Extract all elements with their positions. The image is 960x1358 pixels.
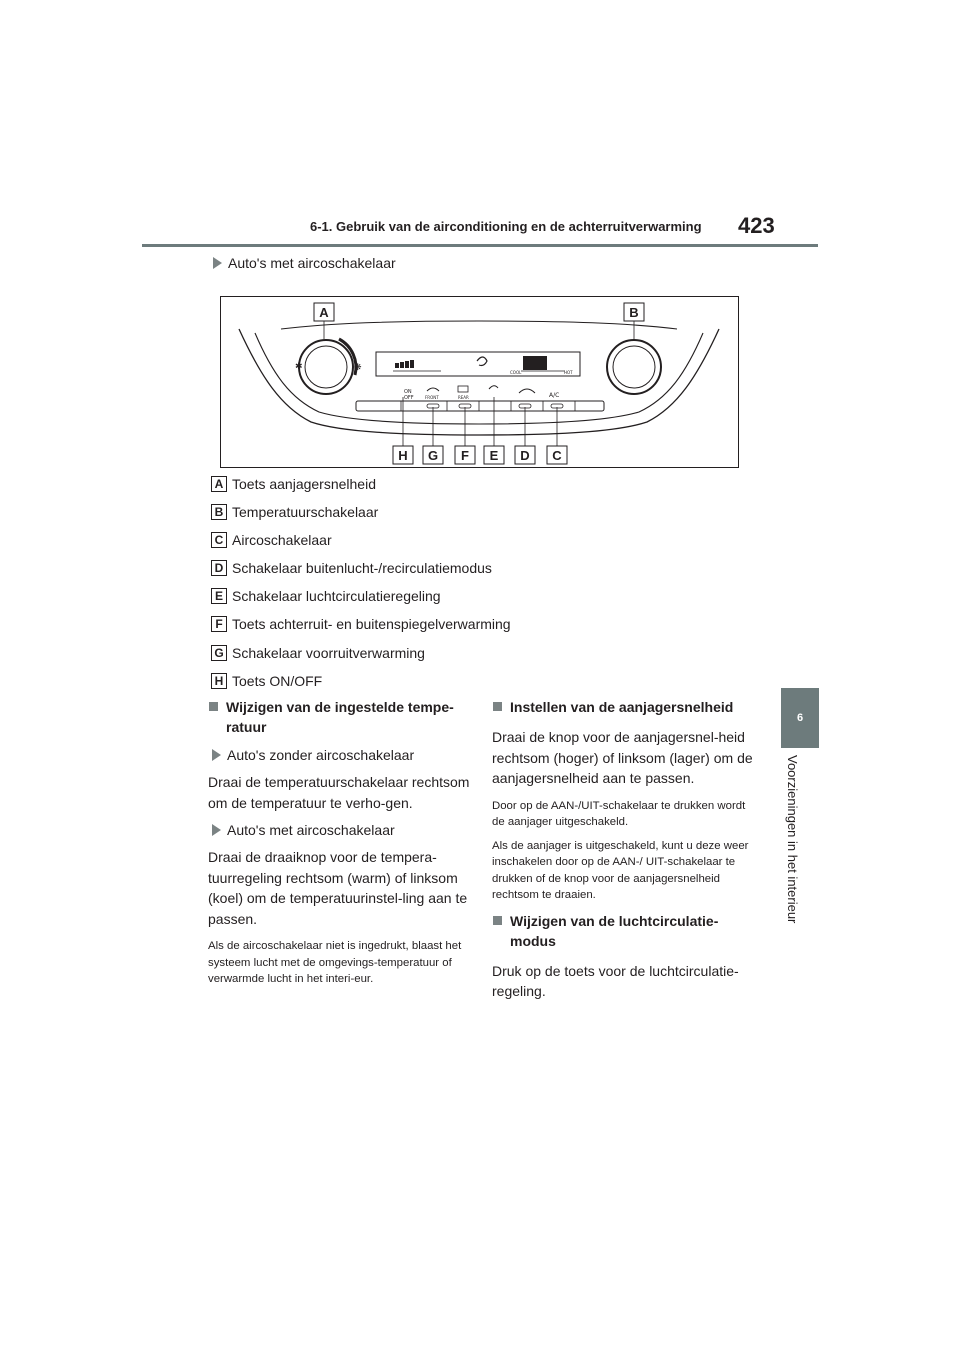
section-bullet-icon xyxy=(209,702,218,711)
chapter-tab xyxy=(781,688,819,748)
figure-caption-text: Auto's met aircoschakelaar xyxy=(228,255,396,271)
header-divider xyxy=(142,244,818,247)
legend-text: Schakelaar buitenlucht-/recirculatiemodus xyxy=(232,560,492,577)
ac-label: A/C xyxy=(549,392,560,399)
section-heading xyxy=(208,697,470,737)
chapter-number: 6 xyxy=(796,712,804,724)
section-heading xyxy=(492,697,754,717)
body-paragraph: Draai de draaiknop voor de tempera-tuurregeling rechtsom (warm) of linksom (koel) om de temperatuurinstel-ling aan te passen. xyxy=(208,849,468,927)
legend-item xyxy=(211,474,511,493)
legend-key: H xyxy=(211,673,227,689)
climate-panel-illustration xyxy=(221,297,738,467)
on-label: ON xyxy=(404,389,412,395)
arrow-icon xyxy=(212,749,221,761)
legend-text: Temperatuurschakelaar xyxy=(232,503,379,520)
note-paragraph: Als de aanjager is uitgeschakeld, kunt u deze weer inschakelen door op de AAN-/ UIT-schakelaar te drukken of de knop voor de aanjagersnelheid rechtsom te draaien. xyxy=(492,839,749,901)
sub-heading xyxy=(212,747,470,763)
hot-label: HOT xyxy=(564,370,573,375)
note-paragraph: Als de aircoschakelaar niet is ingedrukt, blaast het systeem lucht met de omgevings-temperatuur of verwarmde lucht in het interi-eur. xyxy=(208,940,462,985)
legend-item xyxy=(211,643,511,662)
section-bullet-icon xyxy=(493,702,502,711)
body-paragraph: Draai de temperatuurschakelaar rechtsom om de temperatuur te verho-gen. xyxy=(208,774,470,811)
callout-c: C xyxy=(552,448,562,463)
callout-d: D xyxy=(520,448,530,463)
legend-key: E xyxy=(211,588,227,604)
figure-caption xyxy=(213,255,396,271)
section-heading-text: Wijzigen van de ingestelde tempe-ratuur xyxy=(226,699,454,735)
callout-b: B xyxy=(629,305,639,320)
callout-h: H xyxy=(398,448,408,463)
body-paragraph: Draai de knop voor de aanjagersnel-heid rechtsom (hoger) of linksom (lager) om de aanjagersnelheid aan te passen. xyxy=(492,729,753,786)
legend-item xyxy=(211,559,511,578)
legend-text: Toets achterruit- en buitenspiegelverwarming xyxy=(232,616,511,633)
left-column xyxy=(208,697,470,995)
legend-key: G xyxy=(211,645,227,661)
legend-text: Schakelaar luchtcirculatieregeling xyxy=(232,588,441,605)
cool-label: COOL xyxy=(510,370,522,375)
arrow-icon xyxy=(213,257,222,269)
legend-item xyxy=(211,671,511,690)
legend-key: B xyxy=(211,504,227,520)
legend-key: C xyxy=(211,532,227,548)
body-paragraph: Druk op de toets voor de luchtcirculatie-regeling. xyxy=(492,962,739,999)
legend-item xyxy=(211,530,511,549)
legend-item xyxy=(211,587,511,606)
legend-item xyxy=(211,615,511,634)
off-label: OFF xyxy=(404,395,414,401)
callout-f: F xyxy=(461,448,469,463)
legend-text: Schakelaar voorruitverwarming xyxy=(232,644,425,661)
right-column xyxy=(492,697,754,1011)
front-label: FRONT xyxy=(425,395,439,400)
rear-label: REAR xyxy=(458,395,469,400)
arrow-icon xyxy=(212,824,221,836)
sub-heading-text: Auto's zonder aircoschakelaar xyxy=(227,747,415,763)
callout-g: G xyxy=(427,448,439,463)
legend-text: Toets aanjagersnelheid xyxy=(232,475,376,492)
legend-text: Aircoschakelaar xyxy=(232,531,332,548)
section-heading xyxy=(492,911,754,951)
svg-text:❋: ❋ xyxy=(354,363,362,373)
sub-heading xyxy=(212,822,470,838)
page-number: 423 xyxy=(738,213,775,238)
callout-e: E xyxy=(489,448,499,463)
chapter-label: Voorzieningen in het interieur xyxy=(785,755,800,924)
svg-text:✱: ✱ xyxy=(295,362,303,372)
callout-a: A xyxy=(319,305,329,320)
sub-heading-text: Auto's met aircoschakelaar xyxy=(227,822,395,838)
legend-key: F xyxy=(211,616,227,632)
section-bullet-icon xyxy=(493,916,502,925)
legend-item xyxy=(211,502,511,521)
section-title: 6-1. Gebruik van de airconditioning en de achterruitverwarming xyxy=(310,219,702,234)
legend-text: Toets ON/OFF xyxy=(232,672,323,689)
figure-legend xyxy=(211,474,511,700)
legend-key: D xyxy=(211,560,227,576)
note-paragraph: Door op de AAN-/UIT-schakelaar te drukken wordt de aanjager uitgeschakeld. xyxy=(492,799,746,828)
section-heading-text: Instellen van de aanjagersnelheid xyxy=(510,699,734,715)
section-heading-text: Wijzigen van de luchtcirculatie-modus xyxy=(510,912,719,949)
climate-panel-figure xyxy=(220,296,739,468)
legend-key: A xyxy=(211,476,227,492)
